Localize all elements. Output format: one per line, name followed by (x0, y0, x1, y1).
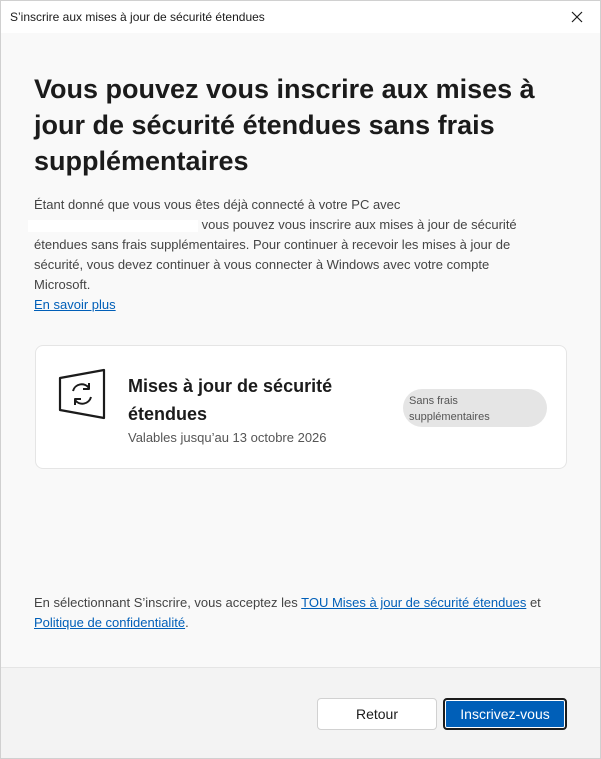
close-button[interactable] (554, 1, 600, 33)
content-area (1, 33, 600, 667)
esu-card (35, 345, 567, 469)
paragraph-start: Étant donné que vous vous êtes déjà connecté à votre PC avec (34, 197, 401, 212)
close-icon (571, 11, 583, 23)
redacted-account (28, 220, 198, 232)
paragraph-rest: vous pouvez vous inscrire aux mises à jour de sécurité étendues sans frais supplémentaires. Pour continuer à recevoir les mises à jour de sécurité, vous devez continuer à vous connecter à Windows avec votre compte Microsoft. (34, 217, 517, 292)
title-bar (1, 1, 600, 33)
card-title: Mises à jour de sécurité étendues (128, 376, 333, 424)
price-badge-label: Sans frais supplémentaires (409, 395, 490, 423)
price-badge (403, 389, 547, 427)
windows-update-icon (56, 368, 108, 420)
learn-more-link[interactable]: En savoir plus (34, 297, 116, 312)
enroll-button[interactable]: Inscrivez-vous (443, 698, 567, 730)
terms-link[interactable]: TOU Mises à jour de sécurité étendues (301, 595, 527, 610)
terms-notice (34, 593, 574, 633)
description-paragraph (34, 195, 544, 295)
card-validity: Valables jusqu’au 13 octobre 2026 (128, 430, 327, 445)
window-title: S’inscrire aux mises à jour de sécurité étendues (10, 10, 265, 24)
privacy-link[interactable]: Politique de confidentialité (34, 615, 186, 630)
terms-text-before: En sélectionnant S’inscrire, vous acceptez les (34, 595, 302, 610)
page-heading: Vous pouvez vous inscrire aux mises à jour de sécurité étendues sans frais supplémentaires (34, 74, 535, 176)
back-button[interactable]: Retour (317, 698, 437, 730)
terms-text-end: . (185, 615, 189, 630)
terms-text-middle: et (526, 595, 541, 610)
footer-divider (1, 667, 600, 668)
